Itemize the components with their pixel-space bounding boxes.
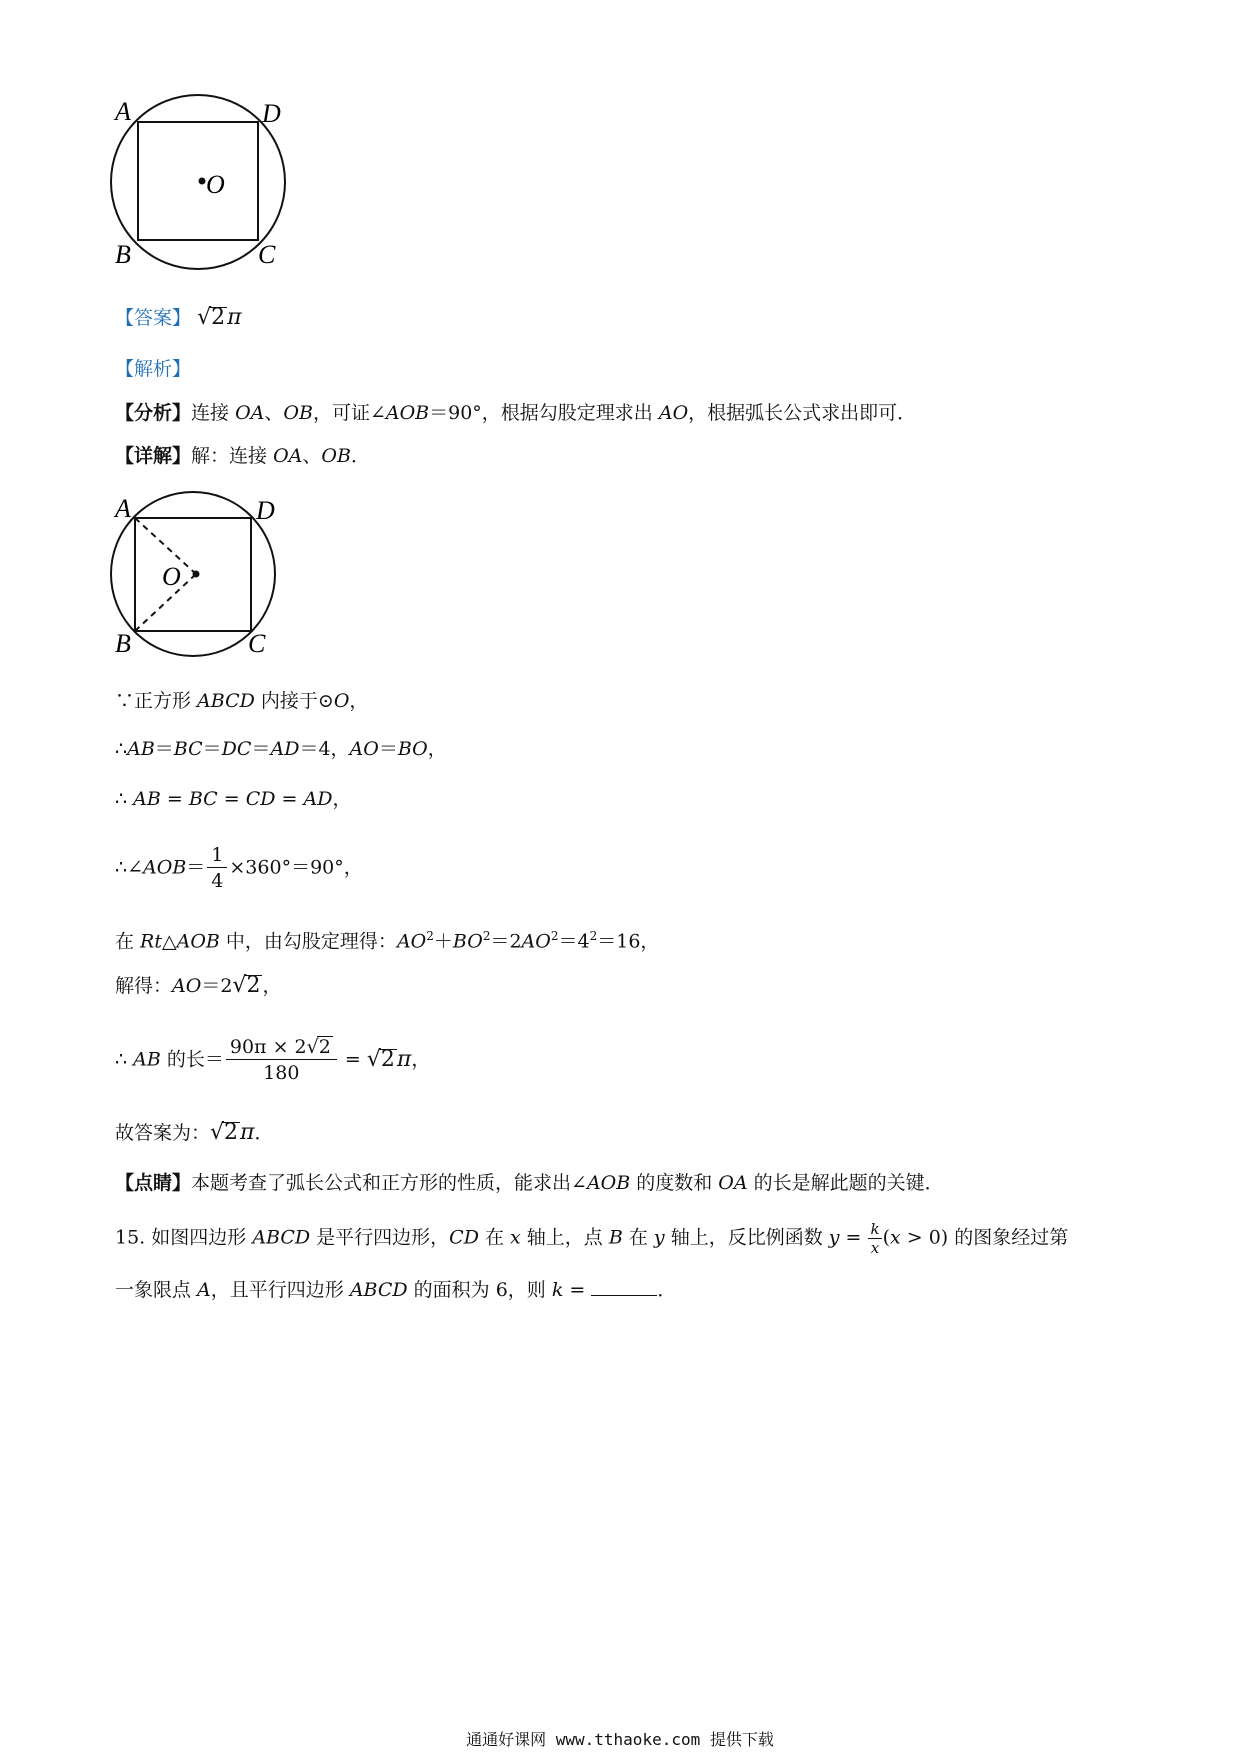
answer-line (115, 305, 242, 331)
step-4: ∴∠AOB＝ $\frac{1}{4}$ ×360°＝90°， (115, 844, 363, 892)
comment-tag: 【点睛】 (115, 1172, 192, 1194)
label-o: O (206, 170, 225, 199)
figure-circle-square-2 (110, 490, 310, 670)
label-c: C (258, 240, 276, 269)
question-number: 15. (115, 1226, 146, 1249)
label-o: O (162, 562, 181, 591)
fraction-one-quarter: $\frac{1}{4}$ (207, 843, 227, 894)
answer-tag: 【答案】 (115, 307, 192, 329)
fraction-arc-length: $\frac{90\pi \times 2√2}{180}$ (226, 1035, 337, 1086)
detail-tag: 【详解】 (115, 445, 192, 467)
question-15-line-2: 一象限点 A，且平行四边形 ABCD 的面积为 6，则 k = ． (115, 1275, 676, 1303)
center-point (193, 571, 200, 578)
label-c: C (248, 629, 266, 658)
step-1: ∵正方形 ABCD 内接于⊙O， (115, 690, 369, 712)
step-6: 解得：AO＝2√2 ， (115, 973, 282, 998)
analysis-tag: 【分析】 (115, 402, 192, 424)
jiexi-line (115, 356, 191, 382)
step-8: 故答案为：√2π． (115, 1120, 274, 1145)
label-a: A (115, 494, 131, 523)
step-2: ∴AB＝BC＝DC＝AD＝4，AO＝BO， (115, 738, 447, 760)
detail-line: 【详解】解：连接 OA、OB． (115, 445, 370, 467)
step-3: ∴ AB = BC = CD = AD， (115, 788, 352, 810)
comment-line: 【点睛】本题考查了弧长公式和正方形的性质，能求出∠AOB 的度数和 OA 的长是解此题的关键． (115, 1172, 944, 1194)
label-d: D (262, 99, 281, 128)
analysis-line: 【分析】连接 OA、OB，可证∠AOB＝90°，根据勾股定理求出 AO，根据弧长公式求出即可． (115, 402, 917, 424)
answer-blank[interactable] (591, 1275, 657, 1296)
label-b: B (115, 240, 131, 269)
question-15-line-1: 15. 如图四边形 ABCD 是平行四边形，CD 在 x 轴上，点 B 在 y 轴上，反比例函数 y = $\frac{k}{x}$ (x > 0) 的图象经过第 (115, 1220, 1069, 1257)
answer-value: √2π (197, 305, 242, 330)
square-abcd (138, 122, 258, 240)
figure-circle-square-1 (110, 90, 310, 290)
fraction-k-over-x: $\frac{k}{x}$ (870, 1220, 880, 1257)
center-point (199, 178, 206, 185)
label-d: D (256, 496, 275, 525)
label-b: B (115, 629, 131, 658)
step-7: ∴ AB 的长＝ $\frac{90\pi \times 2√2}{180}$ = √2π， (115, 1036, 431, 1084)
label-a: A (115, 97, 131, 126)
jiexi-tag: 【解析】 (115, 358, 192, 380)
step-5: 在 Rt△AOB 中，由勾股定理得：$AO^2+BO^2=2AO^2=4^2=16$， (115, 929, 660, 953)
footer-credit: 通通好课网 www.tthaoke.com 提供下载 (466, 1730, 774, 1749)
